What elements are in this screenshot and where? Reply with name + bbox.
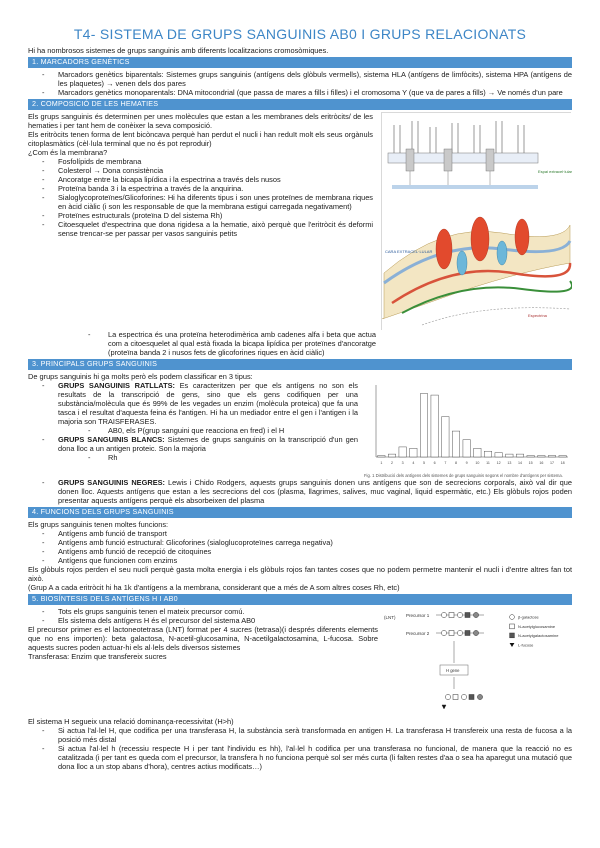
chart-axes	[376, 385, 568, 457]
legend-item: L-fucose	[518, 642, 534, 648]
x-tick-label: 7	[444, 460, 447, 465]
list-item: - Marcadors genètics biparentals: Sistemes grups sanguinis (antígens dels glòbuls vermells), sistema HLA (antígens de limfòcits), sistema HPA (antígens de les plaquetes) → venen dels dos pares	[28, 70, 572, 88]
ratllats-sublist	[28, 426, 358, 435]
list-item	[28, 478, 572, 505]
paragraph: Transferasa: Enzim que transfereix sucres	[28, 651, 167, 661]
list-item: - Antígens amb funció estructural: Glicoforines (sialoglucoproteïnes carrega negativa)	[28, 538, 572, 547]
list-item: - Tots els grups sanguinis tenen el mateix precursor comú.	[28, 607, 378, 616]
list-item: - Ancoratge entre la bicapa lipídica i la espectrina a través dels nusos	[28, 175, 373, 184]
x-tick-label: 1	[380, 460, 383, 465]
x-tick-label: 3	[401, 460, 404, 465]
chart-figure	[364, 381, 572, 478]
legend-item: N-acetylglucosamine	[518, 623, 556, 629]
paragraph: El sistema H segueix una relació dominança-recessivitat (H>h)	[28, 716, 234, 726]
x-tick-label: 17	[550, 460, 554, 465]
membrane-illustration	[382, 113, 572, 331]
paragraph: Els eritròcits tenen forma de lent bicòncava perquè han perdut el nucli i han reduït molt els seus orgànuls citoplasmàtics (cèl·lula terminal que no és pot reproduir)	[28, 129, 373, 148]
list-item: - Antígens que funcionen com enzims	[28, 556, 572, 565]
type-text: Sistemes de grups sanguinis on la transcripció d'un gen dona lloc a un antigen proteic. Son la majoria	[58, 434, 358, 453]
chart-bar	[516, 454, 523, 457]
biosynthesis-list	[28, 607, 378, 625]
chart-caption: Fig. 1 Distribució dels antígens dels sistemes de grups sanguinis segons el nombre d'antígens per sistema.	[364, 472, 563, 478]
type-title: GRUPS SANGUINIS BLANCS:	[58, 434, 165, 444]
list-item: - Rh	[28, 453, 358, 462]
list-item: - Colesterol → Dona consistència	[28, 166, 373, 175]
x-tick-label: 18	[560, 460, 565, 465]
x-tick-label: 14	[518, 460, 522, 465]
chart-bar	[452, 431, 459, 457]
precursor-1-label: Precursor 1	[406, 612, 430, 618]
functions-list	[28, 529, 572, 565]
section-heading-5: 5. BIOSÍNTESIS DELS ANTÍGENS H I AB0	[28, 594, 572, 605]
chart-bar	[388, 454, 395, 457]
chart-bar	[484, 451, 491, 457]
chart-bar	[495, 452, 502, 456]
spectrin-sublist	[28, 330, 376, 357]
paragraph: Els grups sanguinis és determinen per unes molècules que estan a les membranes dels eritròcits/ de les hematies i per tant hem de conèixer la seva composició.	[28, 111, 373, 130]
section-heading-3: 3. PRINCIPALS GRUPS SANGUINIS	[28, 359, 572, 370]
legend-item: N-acetylgalactosamine	[518, 632, 559, 638]
type-title: GRUPS SANGUINIS NEGRES:	[58, 477, 166, 487]
type-text: Lewis i Chido Rodgers, aquests grups sanguinis donen uns antígens que son de secrecions corporals, això val dir que donen lloc. Aquests antígens que estan a les secrecions del cos (plasma, llagrimes, salives, muc vaginal, liquid espermàtic, etc.) Els glòbuls rojos poden presentar aquests antígens perquè els absorbeixen del plasma	[58, 477, 572, 505]
membrane-figure	[381, 112, 571, 330]
h-allele-list	[28, 726, 572, 771]
figure-label-top: Espai extracel·lular	[538, 168, 572, 174]
chart-bar	[527, 455, 534, 456]
list-item: - Antígens amb funció de recepció de citoquines	[28, 547, 572, 556]
figure-label-side: Espectrina	[528, 312, 547, 318]
negres-list	[28, 478, 572, 505]
blood-group-types	[28, 381, 358, 426]
chart-bar	[463, 439, 470, 456]
blancs-list	[28, 435, 358, 453]
list-item: - Si actua l'al·lel H, que codifica per una transferasa H, la substància serà transformada en antigen H. La transferasa H transfereix una resta de fucosa a la posició més distal	[28, 726, 572, 744]
type-text: Es caracteritzen per que els antígens no son els resultats de la transcripció de gens, sino que els gens codifiquen per una substància/molècula que és 99% de les vegades un enzim (molècula proteica) que fa una tasca i el resultat d'aquesta feina és l'antigen. Hi ha un mediador entre el gen i l'antigen i la majoria son TRAISFERASES.	[58, 380, 358, 426]
list-item: - Proteïnes estructurals (proteïna D del sistema Rh)	[28, 211, 373, 220]
x-tick-label: 5	[423, 460, 425, 465]
list-item: - Els sistema dels antígens H és el precursor del sistema AB0	[28, 616, 378, 625]
x-tick-label: 4	[412, 460, 415, 465]
chart-bar	[559, 455, 566, 456]
chart-bar	[442, 416, 449, 456]
x-tick-label: 16	[539, 460, 544, 465]
list-item: - Fosfolípids de membrana	[28, 157, 373, 166]
list-item: - Marcadors genètics monoparentals: DNA mitocondrial (que passa de mares a fills i filles) i el cromosoma Y (que va de pares a fills) → Ve només d'un pare	[28, 88, 572, 97]
x-tick-label: 9	[465, 460, 468, 465]
membrane-list	[28, 157, 373, 238]
section-heading-4: 4. FUNCIONS DELS GRUPS SANGUINIS	[28, 507, 572, 518]
section-heading-2: 2. COMPOSICIÓ DE LES HEMATIES	[28, 99, 572, 110]
chart-bar	[506, 454, 513, 457]
h-gene-label: H gene	[446, 667, 460, 673]
intro-text: Hi ha nombrosos sistemes de grups sanguinis amb diferents localitzacions cromosòmiques.	[28, 46, 329, 56]
precursor-2-label: Precursor 2	[406, 630, 430, 636]
genetic-markers-list	[28, 70, 572, 97]
x-tick-label: 2	[391, 460, 393, 465]
list-item	[28, 435, 358, 453]
paragraph: De grups sanguinis hi ga molts però els podem classificar en 3 tipus:	[28, 371, 253, 381]
list-item	[28, 381, 358, 426]
list-item: - Sialoglycoproteïnes/Glicoforines: Hi ha diferents tipus i son unes proteïnes de membrana riques en àcid ciàlic (i son les responsable de que la membrana estigui carregada negativament)	[28, 193, 373, 211]
chart-bar	[410, 448, 417, 457]
chart-bar	[399, 447, 406, 457]
paragraph: Els grups sanguinis tenen moltes funcions:	[28, 519, 169, 529]
list-item: - Si actua l'al·lel h (recessiu respecte H i per tant l'individu es hh), l'al·lel h codifica per una transferasa no funcional, de manera que la reacció no es catalitzada (i per tant es queda com el precursor, la transfera h no funciona perquè sol ser més curta (li falten restes d'aa o sea ha aparegut una mutació que dona lloc a un stop abans d'hora), centres actius modificats…)	[28, 744, 572, 771]
x-tick-label: 6	[433, 460, 436, 465]
x-tick-label: 13	[507, 460, 512, 465]
paragraph: Els glòbuls rojos perden el seu nucli perquè gasta molta energia i els glòbuls rojos fan tantes coses que no podem permetre mantenir el nucli i d'entre altres fan tot això.	[28, 564, 572, 583]
chart-bar	[548, 455, 555, 456]
question: ¿Com és la membrana?	[28, 147, 108, 157]
x-tick-label: 15	[528, 460, 533, 465]
figure-label-mid: CARA EXTRACEL·LULAR	[385, 248, 433, 254]
list-item: - Proteïna banda 3 i la espectrina a través de la anquirina.	[28, 184, 373, 193]
chart-bar	[378, 455, 385, 456]
type-title: GRUPS SANGUINIS RATLLATS:	[58, 380, 175, 390]
list-item: - La espectrica és una proteïna heterodimèrica amb cadenes alfa i beta que actua com a citoesquelet al qual està fixada la bicapa lipídica per proteïnes d'ancoratge (proteïna banda 2 i nusos fets de glicoforines riques en àcid ciàlic)	[28, 330, 376, 357]
biosynthesis-figure	[384, 607, 572, 717]
chart-bar	[431, 395, 438, 457]
section-heading-1: 1. MARCADORS GENÈTICS	[28, 57, 572, 68]
x-tick-label: 12	[496, 460, 501, 465]
chart-bar	[474, 448, 481, 457]
chart-bar	[538, 455, 545, 456]
list-item: - AB0, els P(grup sanguini que reacciona en fred) i el H	[28, 426, 358, 435]
bar-chart	[364, 381, 572, 469]
x-tick-label: 10	[475, 460, 480, 465]
chart-bar	[420, 393, 427, 456]
blancs-sublist	[28, 453, 358, 462]
legend-item: β-galactose	[518, 614, 539, 620]
x-tick-label: 11	[486, 460, 490, 465]
lnt-label: (LNT)	[384, 614, 396, 620]
paragraph: El precursor primer es el lactoneotetrasa (LNT) format per 4 sucres (tetrasa)(i després diferents elements que no ens importen): beta galactosa, N-acetil-glucosamina, N-acetilgalactosamina, L-fucosa. Sobre aquests sucres poden actuar-hi els al·lels dels diversos sistemes	[28, 624, 378, 652]
document-title: T4- SISTEMA DE GRUPS SANGUINIS AB0 I GRUPS RELACIONATS	[73, 26, 527, 42]
list-item: - Antígens amb funció de transport	[28, 529, 572, 538]
x-tick-label: 8	[455, 460, 457, 465]
paragraph: (Grup A a cada eritròcit hi ha 1k d'antígens a la membrana, considerant que a més de A som altres coses Rh, etc)	[28, 582, 400, 592]
biosynthesis-diagram	[384, 607, 572, 717]
list-item: - Citoesquelet d'espectrina que dona rigidesa a la hematie, això perquè que l'eritròcit és deformi sense trencar-se per passar per vasos sanguinis petits	[28, 220, 373, 238]
